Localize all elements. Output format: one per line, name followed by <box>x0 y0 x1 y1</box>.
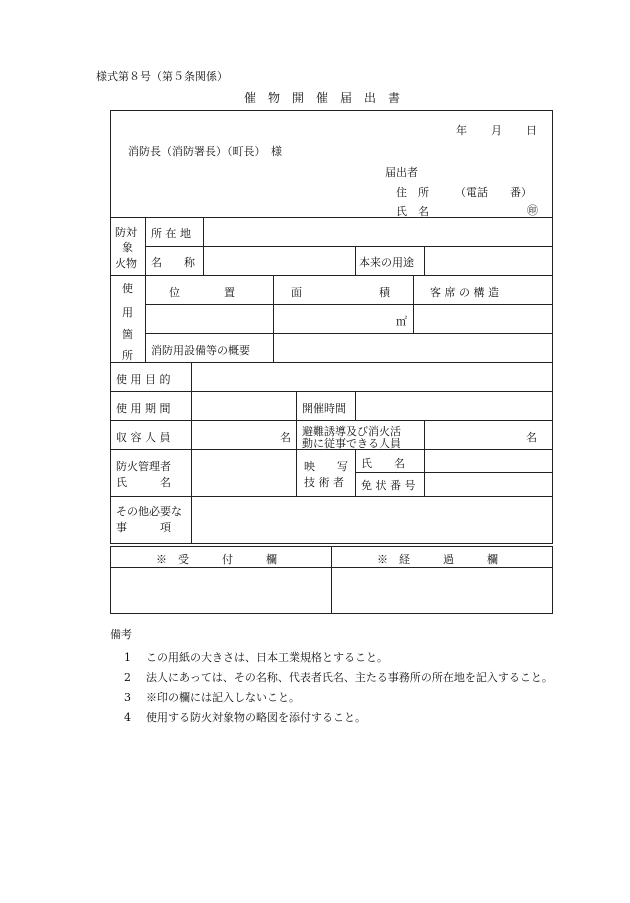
note-number: 3 <box>124 691 131 704</box>
other-label-1: その他必要な <box>116 505 182 518</box>
date-month: 月 <box>491 124 502 137</box>
fire-equipment-label: 消防用設備等の概要 <box>151 344 250 357</box>
usage-label-1: 使 <box>122 282 133 295</box>
note-item <box>124 669 553 685</box>
purpose-label: 使 用 目 的 <box>116 373 171 386</box>
note-text: 法人にあっては、その名称、代表者氏名、主たる事務所の所在地を記入すること。 <box>146 671 553 684</box>
note-number: 1 <box>124 651 131 664</box>
position-label: 位 置 <box>169 286 235 299</box>
applicant-phone: （電話 番） <box>455 186 532 199</box>
note-item <box>124 709 366 725</box>
facility-label-3: 火物 <box>115 257 137 270</box>
addressee: 消防長（消防署長）（町長） 様 <box>128 145 282 158</box>
location-label: 所 在 地 <box>151 227 191 240</box>
usage-label-3: 箇 <box>122 328 133 341</box>
other-label-2: 事 項 <box>116 521 171 534</box>
evacuation-label-1: 避難誘導及び消火活 <box>302 425 401 438</box>
applicant-label: 届出者 <box>385 166 418 179</box>
note-text: この用紙の大きさは、日本工業規格とすること。 <box>146 651 388 664</box>
note-text: ※印の欄には記入しないこと。 <box>146 691 300 704</box>
note-item <box>124 649 388 665</box>
capacity-unit: 名 <box>280 431 291 444</box>
facility-name-label: 名 称 <box>151 256 195 269</box>
note-text: 使用する防火対象物の略図を添付すること。 <box>146 711 366 724</box>
evacuation-label-2: 動に従事できる人員 <box>302 437 401 450</box>
license-number-label: 免 状 番 号 <box>361 479 416 492</box>
note-item <box>124 689 300 705</box>
seating-label: 客 席 の 構 造 <box>430 286 499 299</box>
applicant-name-label: 氏 名 <box>396 205 429 218</box>
evacuation-unit: 名 <box>526 431 537 444</box>
reception-label: ※ 受 付 欄 <box>156 553 277 566</box>
usage-label-2: 用 <box>122 306 133 319</box>
projectionist-name-label: 氏 名 <box>361 457 405 470</box>
note-number: 2 <box>124 671 131 684</box>
progress-label: ※ 経 過 欄 <box>377 553 498 566</box>
form-number: 様式第８号（第５条関係） <box>96 70 228 83</box>
projectionist-label-1: 映 写 <box>304 460 348 473</box>
area-unit: ㎡ <box>396 315 407 328</box>
hours-label: 開催時間 <box>302 402 346 415</box>
area-label: 面 積 <box>291 286 390 299</box>
capacity-label: 収 容 人 員 <box>116 431 171 444</box>
fire-manager-label-2: 氏 名 <box>116 476 171 489</box>
period-label: 使 用 期 間 <box>116 402 171 415</box>
applicant-address-label: 住 所 <box>396 186 429 199</box>
projectionist-label-2: 技 術 者 <box>304 476 344 489</box>
note-number: 4 <box>124 711 131 724</box>
notes-heading: 備考 <box>110 628 132 641</box>
original-use-label: 本来の用途 <box>359 256 414 269</box>
date-day: 日 <box>526 124 537 137</box>
form-title: 催 物 開 催 届 出 書 <box>244 91 401 105</box>
usage-label-4: 所 <box>122 349 133 362</box>
facility-label-2: 象 <box>122 241 133 254</box>
fire-manager-label-1: 防火管理者 <box>116 460 171 473</box>
facility-label-1: 防対 <box>115 226 137 239</box>
seal-mark: ㊞ <box>527 204 538 217</box>
date-year: 年 <box>456 124 467 137</box>
